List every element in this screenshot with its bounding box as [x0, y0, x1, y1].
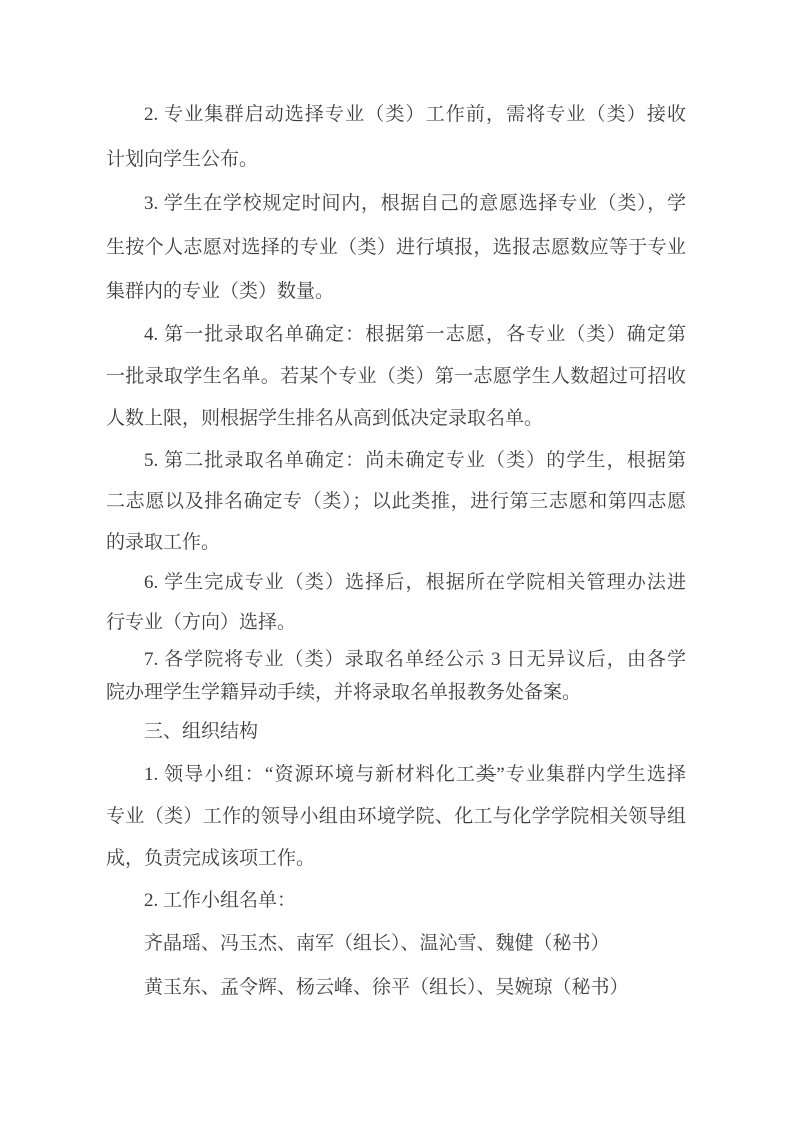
document-body [106, 92, 686, 1010]
section-heading-3 [106, 709, 686, 754]
text-line: 专业（类）工作的领导小组由环境学院、化工与化学学院相关领导组 [106, 806, 686, 827]
text-line: 二志愿以及排名确定专（类）；以此类推，进行第三志愿和第四志愿 [106, 491, 686, 512]
text-line: 集群内的专业（类）数量。 [106, 281, 335, 302]
para-item-6 [106, 563, 686, 643]
para-item-5 [106, 440, 686, 563]
text-line: 三、组织结构 [144, 721, 259, 742]
text-line: 2. 专业集群启动选择专业（类）工作前，需将专业（类）接收 [144, 104, 686, 125]
text-line: 7. 各学院将专业（类）录取名单经公示 3 日无异议后，由各学 [144, 649, 686, 670]
text-line: 4. 第一批录取名单确定：根据第一志愿，各专业（类）确定第 [144, 324, 686, 345]
text-line: 院办理学生学籍异动手续，并将录取名单报教务处备案。 [106, 682, 582, 703]
text-line: 成，负责完成该项工作。 [106, 848, 316, 869]
text-line: 黄玉东、孟令辉、杨云峰、徐平（组长）、吴婉琼（秘书） [144, 977, 629, 998]
text-line: 齐晶瑶、冯玉杰、南军（组长）、温沁雪、魏健（秘书） [144, 933, 610, 954]
text-line: 计划向学生公布。 [106, 149, 259, 170]
struck-text: 类 [476, 764, 497, 785]
para-item-2 [106, 92, 686, 182]
text-line: 一批录取学生名单。若某个专业（类）第一志愿学生人数超过可招收 [106, 366, 686, 387]
text-line: 人数上限，则根据学生排名从高到低决定录取名单。 [106, 408, 544, 429]
text-line [106, 754, 686, 796]
text-segment: 1. 领导小组：“资源环境与新材料化工 [144, 764, 477, 785]
para-org-leading-group [106, 754, 686, 880]
para-item-3 [106, 182, 686, 314]
text-line: 2. 工作小组名单： [144, 890, 297, 911]
para-org-working-group [106, 880, 686, 922]
text-line: 3. 学生在学校规定时间内，根据自己的意愿选择专业（类），学 [144, 193, 686, 214]
para-item-4 [106, 314, 686, 440]
text-line: 6. 学生完成专业（类）选择后，根据所在学院相关管理办法进 [144, 572, 686, 593]
text-line: 生按个人志愿对选择的专业（类）进行填报，选报志愿数应等于专业 [106, 237, 686, 258]
text-line: 的录取工作。 [106, 532, 221, 553]
name-list-row-2 [106, 966, 686, 1010]
text-line: 5. 第二批录取名单确定：尚未确定专业（类）的学生，根据第 [144, 450, 686, 471]
para-item-7 [106, 643, 686, 709]
text-segment: ”专业集群内学生选择 [496, 764, 686, 785]
text-line: 行专业（方向）选择。 [106, 612, 297, 633]
name-list-row-1 [106, 922, 686, 966]
